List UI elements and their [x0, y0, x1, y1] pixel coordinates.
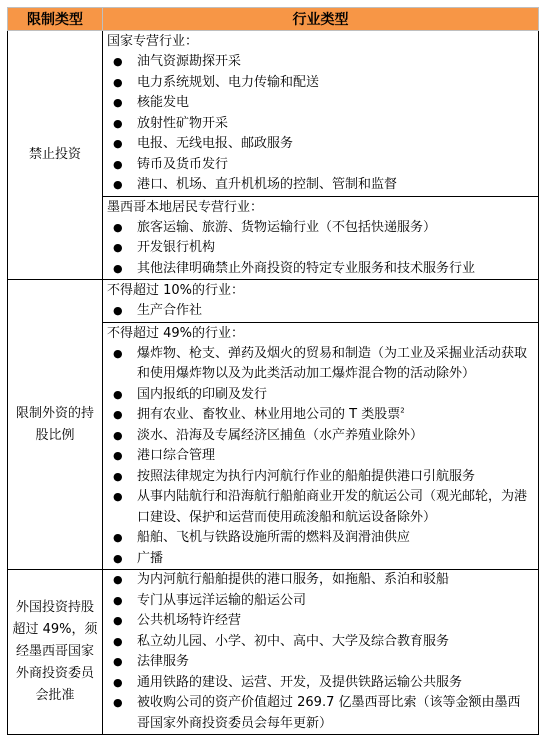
list-item: ● 爆炸物、枪支、弹药及烟火的贸易和制造（为工业及采掘业活动获取和使用爆炸物以及为此类活动加工爆炸混合物的活动除外）: [113, 345, 528, 381]
list-item: ● 通用铁路的建设、运营、开发，及提供铁路运输公共服务: [103, 673, 536, 694]
list-item: ● 港口综合管理: [103, 446, 536, 467]
list-item: ● 其他法律明确禁止外商投资的特定专业服务和技术服务行业: [103, 259, 536, 280]
industry-group-cell: [103, 322, 539, 570]
bullet-icon: ●: [113, 137, 123, 150]
header-restriction-type: 限制类型: [8, 8, 103, 31]
industry-group-cell: [103, 31, 539, 197]
group-heading: 墨西哥本地居民专营行业：: [107, 199, 264, 215]
bullet-icon: ●: [113, 551, 123, 565]
restriction-table: [7, 7, 539, 735]
bullet-icon: ●: [113, 304, 123, 317]
bullet-icon: ●: [113, 220, 123, 234]
list-item: ● 开发银行机构: [103, 238, 536, 259]
industry-list: [103, 301, 536, 322]
footnote-marker: 2: [400, 406, 405, 415]
group-heading: 国家专营行业：: [107, 34, 199, 49]
bullet-icon: ●: [113, 449, 123, 462]
list-item: ● 电力系统规划、电力传输和配送: [103, 73, 536, 94]
bullet-icon: ●: [113, 696, 123, 709]
industry-group-cell: [103, 280, 539, 323]
list-item: ● 公共机场特许经营: [103, 611, 536, 632]
category-cell: 外国投资持股超过 49%，须经墨西哥国家外商投资委员会批准: [8, 570, 103, 735]
bullet-icon: ●: [113, 593, 123, 607]
bullet-icon: ●: [113, 116, 123, 130]
bullet-icon: ●: [113, 614, 123, 627]
group-heading: 不得超过 49%的行业：: [107, 325, 245, 341]
bullet-icon: ●: [113, 346, 123, 360]
bullet-icon: ●: [113, 531, 123, 544]
list-item: ● 旅客运输、旅游、货物运输行业（不包括快递服务）: [103, 218, 536, 239]
header-industry-type: 行业类型: [103, 8, 539, 31]
list-item: ● 生产合作社: [103, 301, 536, 322]
bullet-icon: ●: [113, 178, 123, 191]
industry-group-cell: [103, 570, 539, 735]
list-item: ● 电报、无线电报、邮政服务: [103, 134, 536, 155]
list-item: ● 从事内陆航行和沿海航行船舶商业开发的航运公司（观光邮轮，为港口建设、保护和运营而使用疏浚船和航运设备除外）: [113, 489, 528, 525]
group-heading: 不得超过 10%的行业：: [107, 283, 245, 298]
category-cell: 禁止投资: [8, 31, 103, 280]
list-item: ● 私立幼儿园、小学、初中、高中、大学及综合教育服务: [103, 632, 536, 653]
list-item: ● 为内河航行船舶提供的港口服务，如拖船、系泊和驳船: [103, 570, 536, 591]
list-item: ● 国内报纸的印刷及发行: [103, 385, 536, 406]
bullet-icon: ●: [113, 573, 123, 586]
list-item: ● 铸币及货币发行: [103, 155, 536, 176]
bullet-icon: ●: [113, 261, 123, 275]
list-item: ● 专门从事远洋运输的船运公司: [103, 591, 536, 612]
bullet-icon: ●: [113, 634, 123, 648]
bullet-icon: ●: [113, 428, 123, 442]
list-item: ● 淡水、沿海及专属经济区捕鱼（水产养殖业除外）: [103, 426, 536, 447]
list-item: ● 法律服务: [103, 652, 536, 673]
bullet-icon: ●: [113, 75, 123, 89]
list-item: ● 按照法律规定为执行内河航行作业的船舶提供港口引航服务: [103, 467, 536, 488]
bullet-icon: ●: [113, 96, 123, 109]
industry-list: [103, 52, 536, 196]
list-item: ● 港口、机场、直升机机场的控制、管制和监督: [103, 175, 536, 196]
bullet-icon: ●: [113, 387, 123, 401]
bullet-icon: ●: [113, 408, 123, 421]
list-item: ● 拥有农业、畜牧业、林业用地公司的 T 类股票$^2$: [103, 405, 536, 426]
list-item: ● 放射性矿物开采: [103, 114, 536, 135]
bullet-icon: ●: [113, 241, 123, 254]
industry-list: [103, 570, 536, 734]
table-row: [8, 570, 539, 735]
industry-group-cell: [103, 196, 539, 280]
category-cell: 限制外资的持股比例: [8, 280, 103, 570]
bullet-icon: ●: [113, 490, 123, 503]
bullet-icon: ●: [113, 157, 123, 171]
industry-list: [103, 344, 536, 570]
bullet-icon: ●: [113, 469, 123, 483]
bullet-icon: ●: [113, 675, 123, 689]
list-item: ● 核能发电: [103, 93, 536, 114]
industry-list: [103, 218, 536, 280]
list-item: ● 被收购公司的资产价值超过 269.7 亿墨西哥比索（该等金额由墨西哥国家外商投资委员会每年更新）: [113, 695, 521, 731]
list-item: ● 油气资源勘探开采: [103, 52, 536, 73]
bullet-icon: ●: [113, 655, 123, 668]
list-item: ● 船舶、飞机与铁路设施所需的燃料及润滑油供应: [103, 528, 536, 549]
bullet-icon: ●: [113, 55, 123, 68]
list-item: ● 广播: [103, 549, 536, 570]
table-header-row: [8, 8, 539, 31]
table-row: [8, 280, 539, 323]
table-row: [8, 31, 539, 197]
